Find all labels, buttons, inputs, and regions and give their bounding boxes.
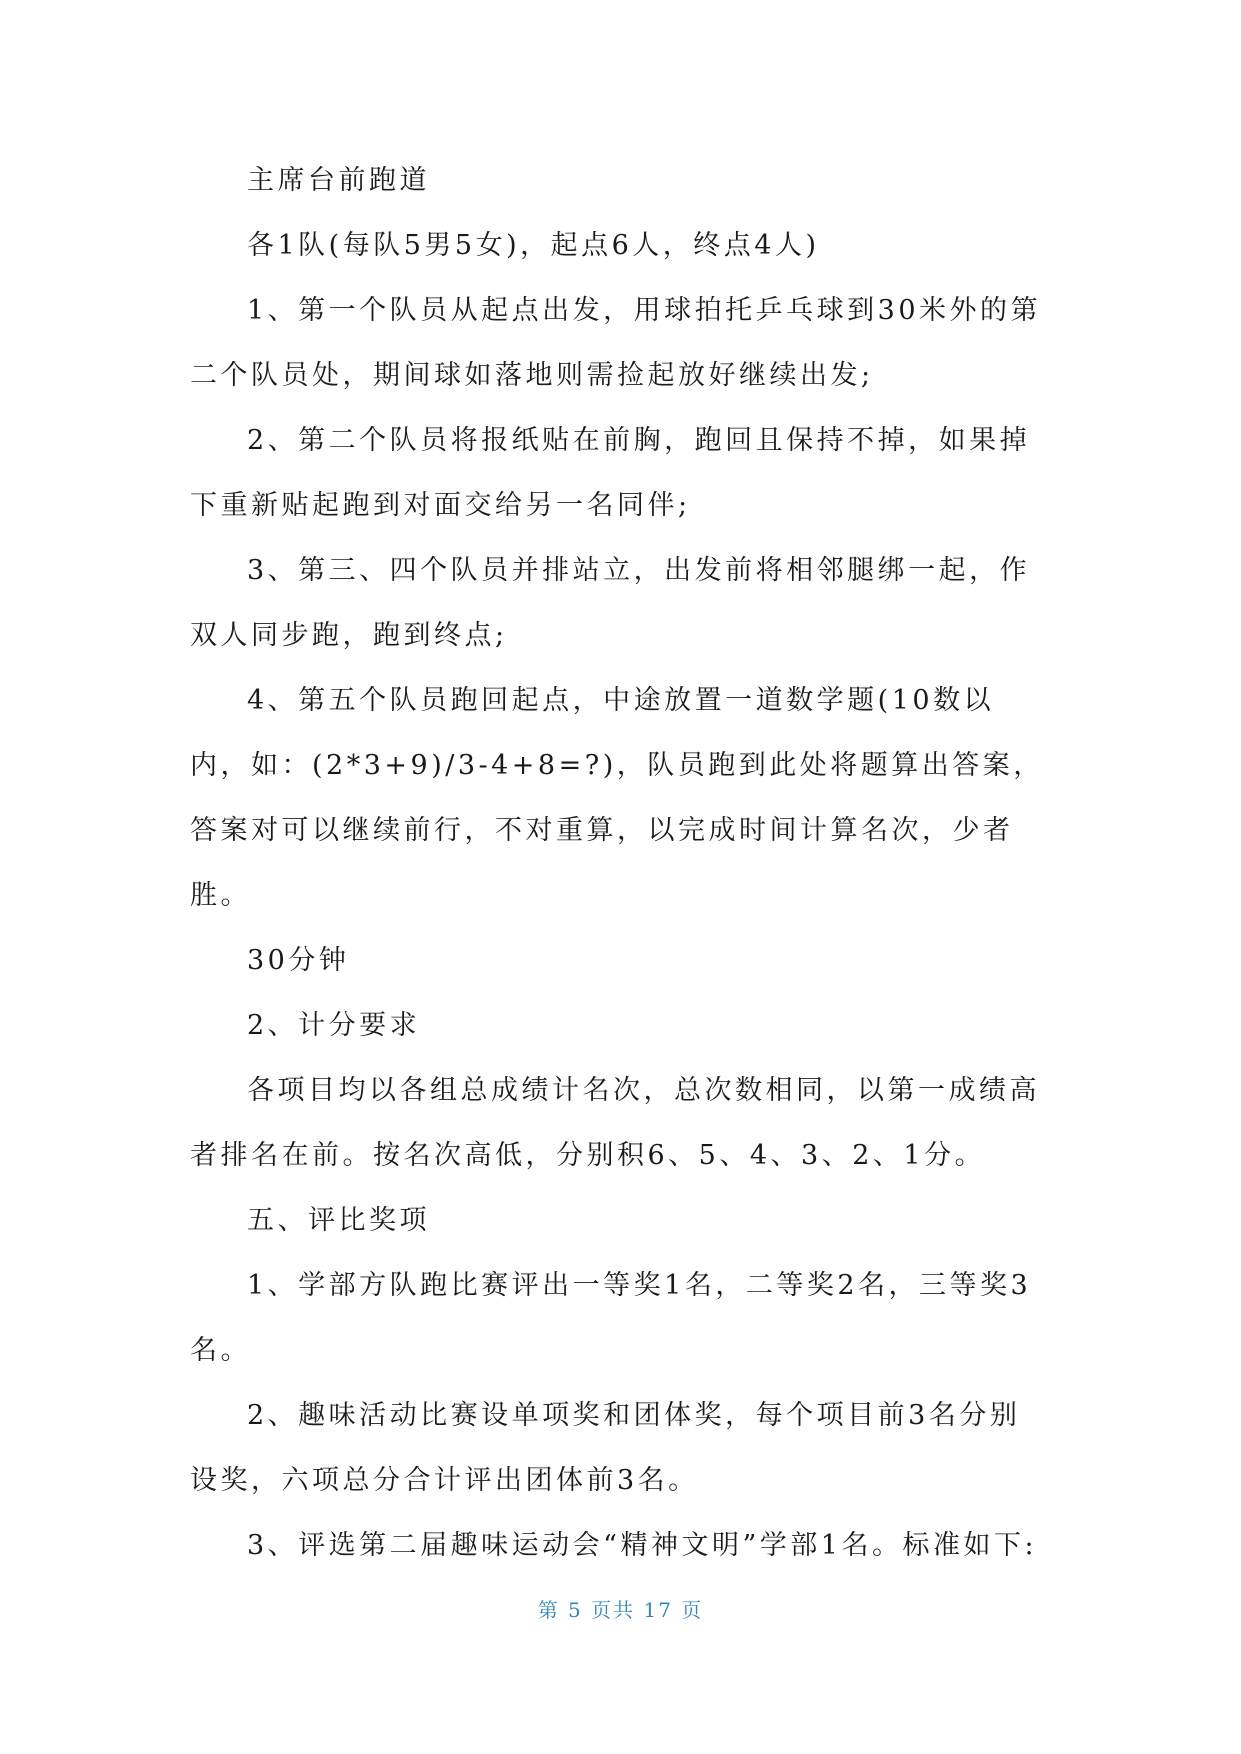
paragraph-rule-2: 2、第二个队员将报纸贴在前胸，跑回且保持不掉，如果掉下重新贴起跑到对面交给另一名同伴; — [190, 425, 1031, 521]
paragraph-award-2: 2、趣味活动比赛设单项奖和团体奖，每个项目前3名分别设奖，六项总分合计评出团体前3名。 — [190, 1400, 1021, 1496]
paragraph-venue: 主席台前跑道 — [247, 165, 430, 196]
page-number-footer: 第 5 页共 17 页 — [537, 1598, 704, 1622]
paragraph-duration: 30分钟 — [247, 945, 350, 976]
section-heading-awards: 五、评比奖项 — [247, 1205, 430, 1236]
paragraph-scoring: 各项目均以各组总成绩计名次，总次数相同，以第一成绩高者排名在前。按名次高低，分别积6、5、4、3、2、1分。 — [190, 1075, 1040, 1171]
document-body — [190, 148, 1050, 1578]
paragraph-rule-4: 4、第五个队员跑回起点，中途放置一道数学题(10数以内，如：(2*3+9)/3-4+8=?)，队员跑到此处将题算出答案，答案对可以继续前行，不对重算，以完成时间计算名次，少者胜。 — [190, 685, 1044, 911]
paragraph-award-3: 3、评选第二届趣味运动会“精神文明”学部1名。标准如下: — [247, 1530, 1038, 1561]
section-heading-scoring: 2、计分要求 — [247, 1010, 421, 1041]
paragraph-rule-1: 1、第一个队员从起点出发，用球拍托乒乓球到30米外的第二个队员处，期间球如落地则需捡起放好继续出发; — [190, 295, 1042, 391]
paragraph-award-1: 1、学部方队跑比赛评出一等奖1名，二等奖2名，三等奖3名。 — [190, 1270, 1032, 1366]
paragraph-teams: 各1队(每队5男5女)，起点6人，终点4人) — [247, 230, 820, 261]
paragraph-rule-3: 3、第三、四个队员并排站立，出发前将相邻腿绑一起，作双人同步跑，跑到终点; — [190, 555, 1031, 651]
